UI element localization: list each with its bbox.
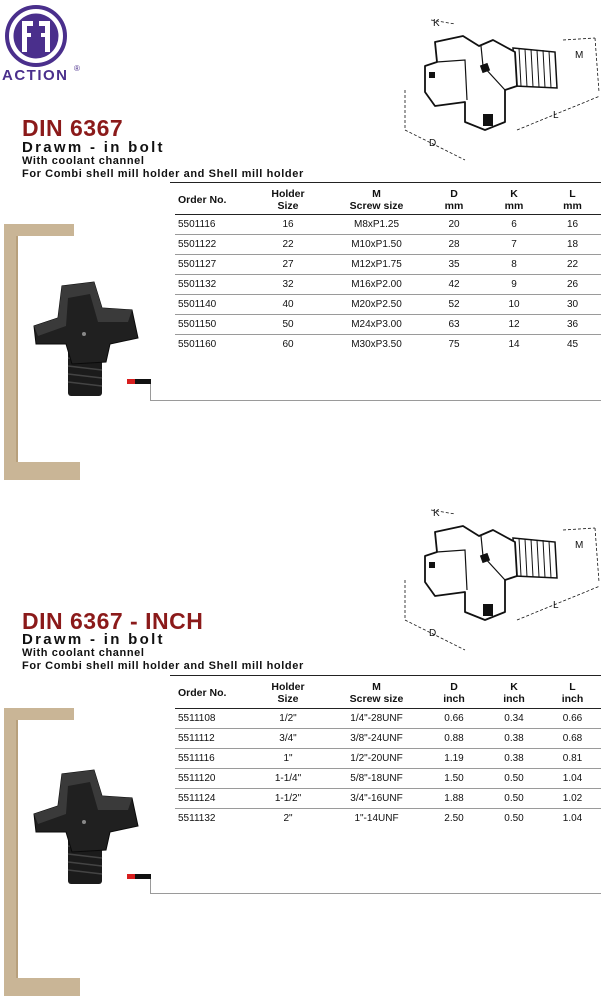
cell-holder-size: 40 [247,294,329,314]
section-1-subtitle: Drawm - in bolt [22,139,165,156]
cell-k: 14 [508,338,520,350]
section-2-frame-top [4,708,74,720]
section-1-rule [170,182,601,183]
cell-l: 26 [544,274,601,294]
section-1-table-body [175,214,601,354]
section-2-subtitle: Drawm - in bolt [22,631,165,648]
table-row [175,274,601,294]
cell-holder-size: 1-1/2" [247,788,329,808]
table-row [175,768,601,788]
cell-k: 9 [484,274,544,294]
cell-screw-size: 1/4"-28UNF [329,708,424,728]
table-row [175,748,601,768]
cell-k: 0.50 [504,812,524,824]
cell-screw-size: M12xP1.75 [329,254,424,274]
cell-d: 0.66 [424,708,484,728]
section-1-marker-black [135,379,151,384]
cell-k: 8 [484,254,544,274]
header-d: D inch [424,679,484,708]
cell-holder-size: 32 [247,274,329,294]
section-1-frame-shadow [16,236,18,462]
cell-l: 45 [566,338,579,350]
cell-order-no: 5511132 [178,812,216,824]
cell-d: 28 [424,234,484,254]
table-row [175,294,601,314]
cell-order-no: 5501150 [175,314,247,334]
section-2-lead-line-v [150,879,151,893]
cell-order-no: 5501160 [178,338,217,350]
cell-l: 16 [544,214,601,234]
bolt-drawing-icon [425,526,557,620]
section-2-title: DIN 6367 - INCH [22,608,204,634]
table-row [175,234,601,254]
dim-d-label: D [429,138,437,149]
header-holder-size: Holder Size [247,186,329,214]
cell-holder-size: 3/4" [247,728,329,748]
cell-k: 0.38 [484,748,544,768]
section-1-dimension-diagram [395,10,605,170]
cell-d: 1.50 [424,768,484,788]
header-d: D mm [424,186,484,214]
cell-order-no: 5501140 [175,294,247,314]
header-l: L inch [544,679,601,708]
header-l: L mm [544,186,601,214]
cell-d: 2.50 [444,812,464,824]
cell-k: 12 [484,314,544,334]
cell-order-no: 5511112 [175,728,247,748]
section-1-usage: For Combi shell mill holder and Shell mill holder [22,168,304,180]
cell-d: 63 [424,314,484,334]
section-2-marker-red [127,874,135,879]
section-1-frame-top [4,224,74,236]
header-order-no: Order No. [175,186,247,214]
table-row [175,808,601,828]
cell-l: 0.81 [544,748,601,768]
section-2-spec-table [175,679,601,828]
cell-order-no: 5511116 [175,748,247,768]
cell-order-no: 5501122 [175,234,247,254]
cell-order-no: 5511120 [175,768,247,788]
section-1-marker-red [127,379,135,384]
brand-name: ACTION [2,67,69,84]
section-1-frame-bottom [4,462,80,480]
cell-k: 6 [484,214,544,234]
cell-k: 0.50 [484,788,544,808]
section-2-dimension-diagram [395,500,605,660]
section-2-frame-left [4,708,16,996]
section-2-frame-bottom [4,978,80,996]
header-k: K inch [484,679,544,708]
cell-k: 0.50 [484,768,544,788]
table-row [175,254,601,274]
table-header-row [175,679,601,708]
cell-l: 22 [544,254,601,274]
cell-screw-size: M30xP3.50 [351,338,402,350]
cell-l: 36 [544,314,601,334]
section-1-feature: With coolant channel [22,155,145,167]
cell-screw-size: M8xP1.25 [329,214,424,234]
dim-k-label: K [433,18,440,29]
section-2-marker-black [135,874,151,879]
cell-holder-size: 2" [283,812,293,824]
cell-d: 52 [424,294,484,314]
cell-screw-size: M16xP2.00 [329,274,424,294]
cell-d: 42 [424,274,484,294]
cell-order-no: 5511108 [175,708,247,728]
cell-screw-size: M20xP2.50 [329,294,424,314]
cell-holder-size: 1-1/4" [247,768,329,788]
cell-d: 1.19 [424,748,484,768]
cell-l: 1.02 [544,788,601,808]
dim-l-label: L [553,600,559,611]
cell-screw-size: M10xP1.50 [329,234,424,254]
section-2-table-body [175,708,601,828]
section-1-lead-line-v [150,384,151,400]
cell-holder-size: 1/2" [247,708,329,728]
dim-l-label: L [553,110,559,121]
cell-screw-size: 1"-14UNF [354,812,399,824]
cell-l: 1.04 [544,768,601,788]
section-1-bolt-photo-icon [28,278,148,408]
cell-d: 75 [448,338,460,350]
dim-m-label: M [575,540,584,551]
header-screw-size: M Screw size [329,679,424,708]
cell-k: 0.34 [484,708,544,728]
cell-holder-size: 60 [282,338,294,350]
cell-l: 0.68 [544,728,601,748]
section-1-spec-table [175,186,601,354]
dim-m-label: M [575,50,584,61]
cell-d: 1.88 [424,788,484,808]
dim-d-label: D [429,628,437,639]
table-row [175,788,601,808]
section-2-frame-shadow [16,720,18,978]
cell-holder-size: 1" [247,748,329,768]
table-row [175,708,601,728]
cell-k: 10 [484,294,544,314]
table-row [175,728,601,748]
cell-screw-size: M24xP3.00 [329,314,424,334]
cell-order-no: 5501132 [175,274,247,294]
header-order-no: Order No. [175,679,247,708]
section-2-rule [170,675,601,676]
cell-k: 7 [484,234,544,254]
cell-holder-size: 16 [247,214,329,234]
registered-mark: ® [74,64,80,73]
header-k: K mm [484,186,544,214]
cell-holder-size: 27 [247,254,329,274]
cell-order-no: 5501116 [175,214,247,234]
header-screw-size: M Screw size [329,186,424,214]
section-1-frame-left [4,224,16,480]
cell-holder-size: 50 [247,314,329,334]
cell-screw-size: 3/4"-16UNF [329,788,424,808]
section-2-usage: For Combi shell mill holder and Shell mill holder [22,660,304,672]
table-row [175,314,601,334]
action-logo-icon [4,4,68,68]
cell-k: 0.38 [484,728,544,748]
cell-screw-size: 5/8"-18UNF [329,768,424,788]
cell-screw-size: 3/8"-24UNF [329,728,424,748]
table-row [175,214,601,234]
cell-screw-size: 1/2"-20UNF [329,748,424,768]
section-1-title: DIN 6367 [22,115,124,141]
dim-k-label: K [433,508,440,519]
cell-holder-size: 22 [247,234,329,254]
cell-d: 0.88 [424,728,484,748]
cell-order-no: 5501127 [175,254,247,274]
cell-order-no: 5511124 [175,788,247,808]
cell-l: 0.66 [544,708,601,728]
section-2-feature: With coolant channel [22,647,145,659]
section-1-lead-line-h [150,400,601,401]
cell-l: 18 [544,234,601,254]
header-holder-size: Holder Size [247,679,329,708]
cell-l: 30 [544,294,601,314]
cell-d: 35 [424,254,484,274]
table-row [175,334,601,354]
table-header-row [175,186,601,214]
cell-d: 20 [424,214,484,234]
section-2-lead-line-h [150,893,601,894]
cell-l: 1.04 [562,812,583,824]
bolt-drawing-icon [425,36,557,130]
